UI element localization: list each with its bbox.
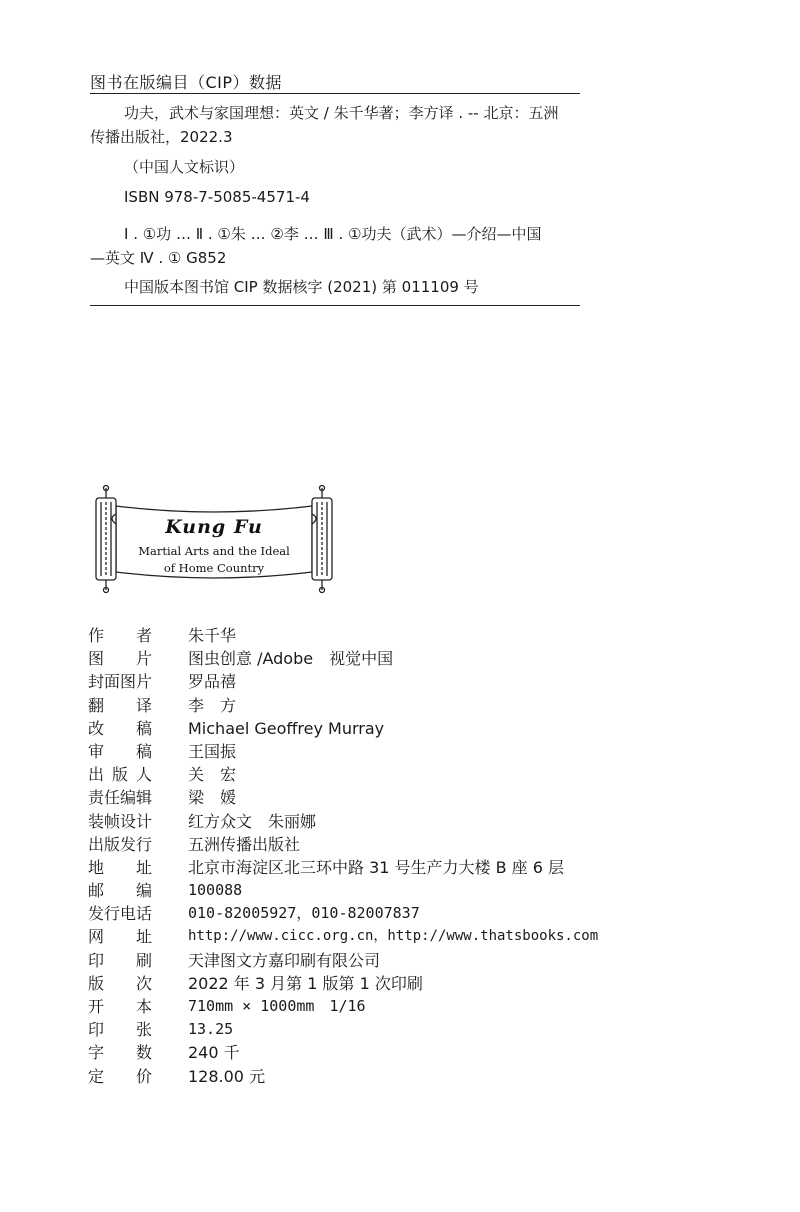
colophon-value: Michael Geoffrey Murray xyxy=(188,718,385,738)
colophon-label: 翻译 xyxy=(88,695,152,715)
colophon-value: http://www.cicc.org.cn，http://www.thatsbooks.com xyxy=(188,928,599,945)
cip-top-rule xyxy=(90,93,580,94)
colophon-label: 发行电话 xyxy=(88,904,153,924)
cip-line: 传播出版社，2022.3 xyxy=(90,128,233,146)
colophon-label: 作者 xyxy=(88,626,152,645)
colophon-value: 100088 xyxy=(188,881,243,900)
cip-line: ISBN 978-7-5085-4571-4 xyxy=(124,188,310,206)
colophon-label: 印张 xyxy=(88,1020,152,1040)
colophon-label: 责任编辑 xyxy=(88,788,153,808)
colophon-label: 字数 xyxy=(88,1043,152,1063)
colophon-label: 装帧设计 xyxy=(88,811,153,831)
colophon-value: 红方众文 朱丽娜 xyxy=(188,811,317,831)
logo-title: Kung Fu xyxy=(165,516,263,538)
colophon-value: 2022 年 3 月第 1 版第 1 次印刷 xyxy=(188,973,423,993)
colophon-label: 定价 xyxy=(88,1066,152,1086)
cip-block xyxy=(90,101,580,270)
colophon-label: 图片 xyxy=(88,649,152,669)
cip-line: —英文 Ⅳ . ① G852 xyxy=(90,249,227,267)
colophon-label: 改稿 xyxy=(88,718,152,738)
colophon-label: 网址 xyxy=(88,927,152,947)
colophon-value: 关 宏 xyxy=(188,765,237,785)
logo-subtitle: of Home Country xyxy=(163,561,265,575)
colophon-value: 王国振 xyxy=(188,741,237,761)
colophon-value: 五洲传播出版社 xyxy=(188,834,301,854)
colophon-value: 710mm × 1000mm 1/16 xyxy=(188,997,366,1015)
colophon-label: 封面图片 xyxy=(88,672,153,692)
colophon-value: 图虫创意 /Adobe 视觉中国 xyxy=(188,649,394,669)
colophon-value: 13.25 xyxy=(188,1020,234,1039)
colophon-label: 出版人 xyxy=(88,765,152,785)
colophon-value: 010-82005927，010-82007837 xyxy=(188,904,420,923)
cip-line: （中国人文标识） xyxy=(124,158,245,176)
colophon-value: 北京市海淀区北三环中路 31 号生产力大楼 B 座 6 层 xyxy=(188,857,565,877)
colophon-label: 印刷 xyxy=(88,950,152,970)
colophon-label: 开本 xyxy=(88,997,152,1016)
colophon-value: 128.00 元 xyxy=(188,1066,266,1086)
colophon-value: 梁 媛 xyxy=(188,788,237,808)
colophon-label: 邮编 xyxy=(88,881,152,901)
colophon-value: 240 千 xyxy=(188,1043,240,1063)
logo-subtitle: Martial Arts and the Ideal xyxy=(138,544,290,558)
scroll-banner-icon xyxy=(84,484,344,594)
colophon-label: 出版发行 xyxy=(88,834,153,854)
colophon-label: 地址 xyxy=(88,857,152,877)
colophon-label: 版次 xyxy=(88,973,152,993)
cip-bottom-rule xyxy=(90,305,580,306)
colophon-label: 审稿 xyxy=(88,741,152,761)
cip-line: 功夫，武术与家国理想：英文 / 朱千华著；李方译 . -- 北京：五洲 xyxy=(124,104,559,122)
cip-record-number: 中国版本图书馆 CIP 数据核字 (2021) 第 011109 号 xyxy=(124,278,479,296)
colophon-value: 李 方 xyxy=(188,695,237,715)
colophon-value: 罗品禧 xyxy=(188,672,237,692)
cip-heading: 图书在版编目（CIP）数据 xyxy=(90,73,283,92)
cip-line: Ⅰ . ①功 … Ⅱ . ①朱 … ②李 … Ⅲ . ①功夫（武术）—介绍—中国 xyxy=(124,225,542,243)
series-logo xyxy=(84,484,344,594)
colophon-value: 朱千华 xyxy=(188,626,237,645)
colophon-value: 天津图文方嘉印刷有限公司 xyxy=(188,950,381,970)
